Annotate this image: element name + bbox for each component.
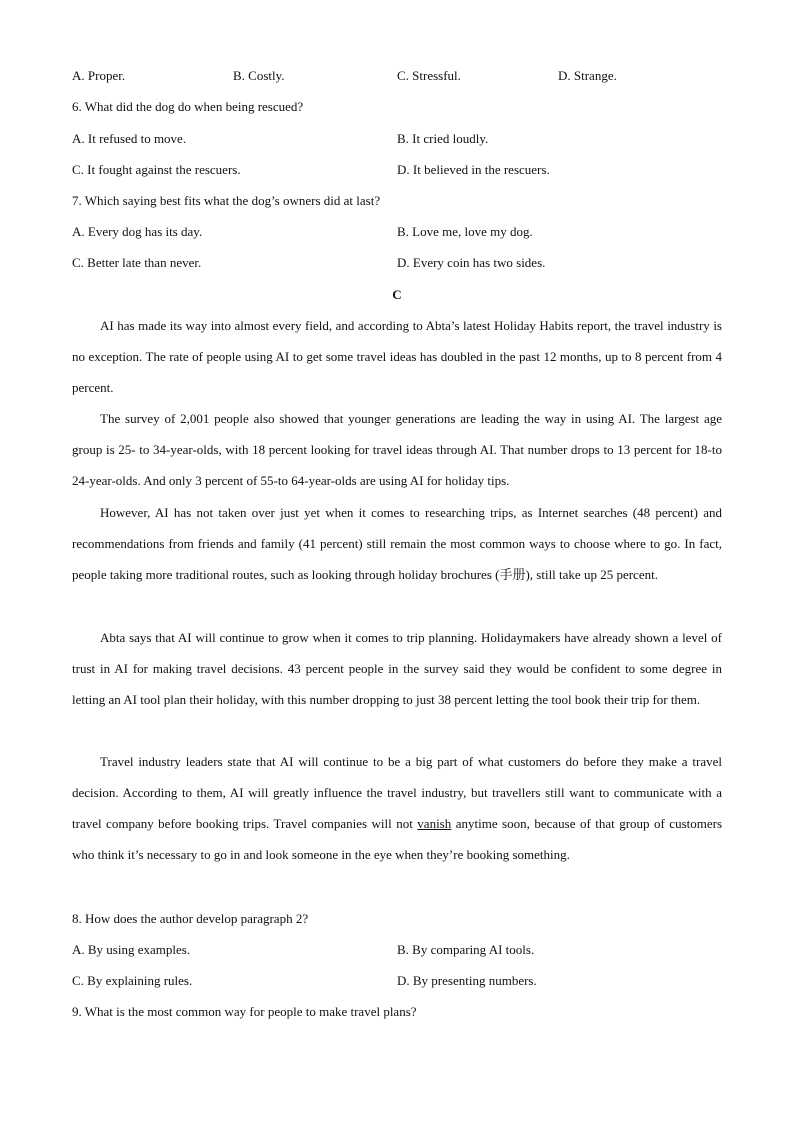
- q6-option-a: A. It refused to move.: [72, 131, 187, 146]
- passage-paragraph-4: Abta says that AI will continue to grow when it comes to trip planning. Holidaymakers have already shown a level of trust in AI for making travel decisions. 43 percent people in the survey said they would be confident to some degree in letting an AI tool plan their holiday, with this number dropping to just 38 percent letting the tool book their trip for them.: [72, 630, 722, 708]
- q5-option-d: D. Strange.: [558, 68, 617, 83]
- q7-option-a: A. Every dog has its day.: [72, 224, 203, 239]
- section-heading: C: [392, 287, 402, 302]
- passage-paragraph-2: The survey of 2,001 people also showed that younger generations are leading the way in using AI. The largest age group is 25- to 34-year-olds, with 18 percent looking for travel ideas through AI. That number drops to 13 percent for 18-to 24-year-olds. And only 3 percent of 55-to 64-year-olds are using AI for holiday tips.: [72, 411, 722, 489]
- passage-paragraph-1: AI has made its way into almost every field, and according to Abta’s latest Holiday Habits report, the travel industry is no exception. The rate of people using AI to get some travel ideas has doubled in the past 12 months, up to 8 percent from 4 percent.: [72, 318, 722, 396]
- q5-option-a: A. Proper.: [72, 68, 126, 83]
- q5-option-b: B. Costly.: [233, 68, 285, 83]
- underlined-word: vanish: [417, 816, 452, 832]
- q6-option-d: D. It believed in the rescuers.: [397, 162, 550, 177]
- q8-option-b: B. By comparing AI tools.: [397, 942, 535, 957]
- q7-option-d: D. Every coin has two sides.: [397, 255, 546, 270]
- q7-option-b: B. Love me, love my dog.: [397, 224, 533, 239]
- q8-option-c: C. By explaining rules.: [72, 973, 193, 988]
- q6-option-b: B. It cried loudly.: [397, 131, 489, 146]
- q8-option-a: A. By using examples.: [72, 942, 191, 957]
- passage-paragraph-5: Travel industry leaders state that AI will continue to be a big part of what customers do before they make a travel decision. According to them, AI will greatly influence the travel industry, but travellers still want to communicate with a travel company before booking trips. Travel companies will not vanish anytime soon, because of that group of customers who think it’s necessary to go in and look someone in the eye when they’re booking something.: [72, 754, 723, 863]
- q8-question: 8. How does the author develop paragraph 2?: [72, 911, 309, 926]
- passage-paragraph-3: However, AI has not taken over just yet when it comes to researching trips, as Internet searches (48 percent) and recommendations from friends and family (41 percent) still remain the most common ways to choose where to go. In fact, people taking more traditional routes, such as looking through holiday brochures (手册), still take up 25 percent.: [72, 505, 722, 583]
- q7-option-c: C. Better late than never.: [72, 255, 202, 270]
- q7-question: 7. Which saying best fits what the dog’s owners did at last?: [72, 193, 381, 208]
- q9-question: 9. What is the most common way for people to make travel plans?: [72, 1004, 417, 1019]
- q8-option-d: D. By presenting numbers.: [397, 973, 537, 988]
- q6-question: 6. What did the dog do when being rescued?: [72, 99, 304, 114]
- q5-option-c: C. Stressful.: [397, 68, 461, 83]
- q6-option-c: C. It fought against the rescuers.: [72, 162, 241, 177]
